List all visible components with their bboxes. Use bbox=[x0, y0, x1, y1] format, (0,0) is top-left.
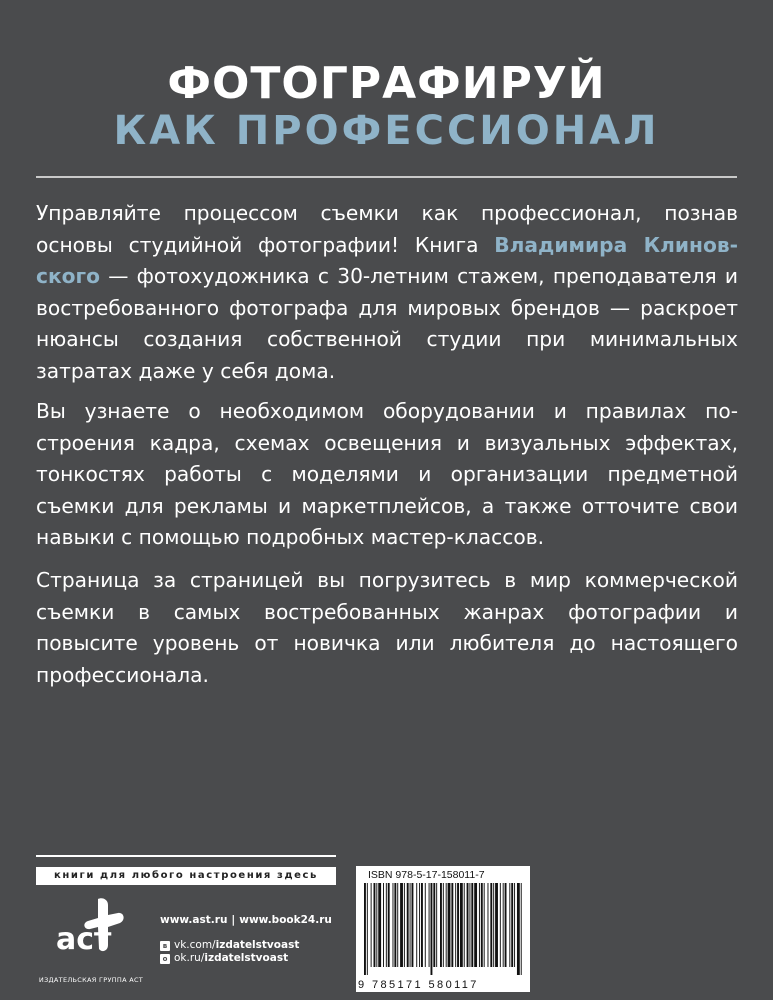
barcode-bar bbox=[383, 883, 384, 967]
barcode-bar bbox=[457, 883, 459, 967]
barcode-bar bbox=[481, 883, 483, 967]
barcode-bar bbox=[404, 883, 405, 967]
barcode-bar bbox=[505, 883, 507, 967]
barcode-bar bbox=[511, 883, 513, 967]
barcode-bar bbox=[448, 883, 451, 967]
isbn-digits: 9 785171 580117 bbox=[358, 979, 479, 991]
vk-link-handle: izdatelstvoast bbox=[215, 939, 300, 951]
barcode-bar bbox=[479, 883, 480, 967]
barcode-bar bbox=[371, 883, 372, 967]
barcode-bar bbox=[503, 883, 504, 967]
barcode-bar bbox=[514, 883, 515, 967]
barcode-bar bbox=[397, 883, 398, 967]
barcode-bar bbox=[429, 883, 430, 967]
barcode-bar bbox=[464, 883, 465, 967]
paragraph-2: Вы узнаете о необходимом оборудовании и правилах построения кадра, схемах освещения и визуальных эффектах, тонкостях работы с моделями и организации предметной съемки для рекламы и маркетплейсов, а также отточите свои навыки с помощью подробных мастер-классов. bbox=[36, 399, 738, 550]
barcode bbox=[360, 883, 526, 975]
barcode-bar bbox=[393, 883, 394, 967]
barcode-bar bbox=[364, 883, 366, 975]
ok-link-prefix: ok.ru/ bbox=[174, 952, 205, 964]
barcode-bar bbox=[419, 883, 420, 967]
barcode-bar bbox=[433, 883, 435, 967]
paragraph-1-end: — фотохудожника с 30-летним стажем, преподавателя и востребованного фотографа для мировых брендов — раскроет нюансы создания собственной студии при минимальных затратах даже у себя дома. bbox=[36, 264, 738, 383]
website-row bbox=[160, 914, 332, 927]
barcode-bar bbox=[378, 883, 381, 967]
barcode-bar bbox=[446, 883, 447, 967]
footer-divider bbox=[36, 855, 336, 857]
title-divider bbox=[36, 176, 737, 178]
link-separator: | bbox=[231, 914, 236, 926]
slogan-banner: книги для любого настроения здесь bbox=[36, 867, 336, 885]
ast-logo-text: аст bbox=[56, 922, 112, 957]
title-line-2: КАК ПРОФЕССИОНАЛ bbox=[113, 108, 660, 154]
barcode-bar bbox=[484, 883, 485, 967]
barcode-bar bbox=[488, 883, 489, 967]
barcode-bar bbox=[386, 883, 387, 967]
paragraph-1-start: Управляйте процессом съемки как профессионал, познав основы студийной фотографии! Книга bbox=[36, 201, 738, 257]
barcode-bar bbox=[416, 883, 417, 967]
barcode-bar bbox=[490, 883, 492, 967]
publisher-caption: ИЗДАТЕЛЬСКАЯ ГРУППА АСТ bbox=[38, 976, 144, 984]
barcode-bar bbox=[455, 883, 456, 967]
paragraph-1 bbox=[36, 198, 738, 388]
barcode-bar bbox=[469, 883, 470, 967]
ast-logo bbox=[36, 893, 146, 973]
barcode-bar bbox=[474, 883, 477, 967]
barcode-bar bbox=[407, 883, 409, 967]
paragraph-3: Страница за страницей вы погрузитесь в мир коммерческой съемки в самых востребованных жанрах фотографии и повысите уровень от новичка или любителя до настоящего профессионала. bbox=[36, 568, 738, 687]
ok-link-handle: izdatelstvoast bbox=[204, 952, 289, 964]
barcode-bar bbox=[412, 883, 414, 967]
ast-logo-icon bbox=[36, 893, 146, 973]
barcode-bar bbox=[394, 883, 396, 967]
isbn-barcode-box bbox=[356, 866, 530, 992]
author-name: Владимира Клиновского bbox=[36, 232, 738, 289]
barcode-bar bbox=[431, 883, 433, 975]
barcode-bar bbox=[410, 883, 411, 967]
barcode-bar bbox=[493, 883, 494, 967]
barcode-bar bbox=[388, 883, 390, 967]
site-link-book24[interactable]: www.book24.ru bbox=[239, 914, 332, 926]
barcode-bar bbox=[376, 883, 377, 967]
vk-link-prefix: vk.com/ bbox=[174, 939, 216, 951]
barcode-bar bbox=[460, 883, 463, 967]
barcode-bar bbox=[374, 883, 376, 967]
barcode-bar bbox=[443, 883, 444, 967]
vk-icon: в bbox=[160, 941, 170, 951]
ok-icon: о bbox=[160, 954, 170, 964]
barcode-bar bbox=[509, 883, 510, 967]
ok-row[interactable] bbox=[160, 952, 332, 965]
barcode-bar bbox=[495, 883, 498, 967]
isbn-label: ISBN 978-5-17-158011-7 bbox=[368, 869, 485, 881]
title-line-1: ФОТОГРАФИРУЙ bbox=[167, 58, 606, 109]
barcode-bar bbox=[467, 883, 469, 967]
barcode-bar bbox=[521, 883, 522, 975]
site-link-ast[interactable]: www.ast.ru bbox=[160, 914, 228, 926]
vk-row[interactable] bbox=[160, 939, 332, 952]
barcode-bar bbox=[440, 883, 442, 967]
barcode-bar bbox=[517, 883, 520, 975]
publisher-links bbox=[160, 914, 332, 965]
barcode-bar bbox=[400, 883, 403, 967]
barcode-bar bbox=[421, 883, 423, 967]
barcode-bar bbox=[436, 883, 437, 967]
barcode-bar bbox=[425, 883, 426, 967]
barcode-bar bbox=[367, 883, 368, 975]
barcode-bar bbox=[500, 883, 501, 967]
barcode-bar bbox=[451, 883, 453, 967]
barcode-bar bbox=[471, 883, 473, 967]
